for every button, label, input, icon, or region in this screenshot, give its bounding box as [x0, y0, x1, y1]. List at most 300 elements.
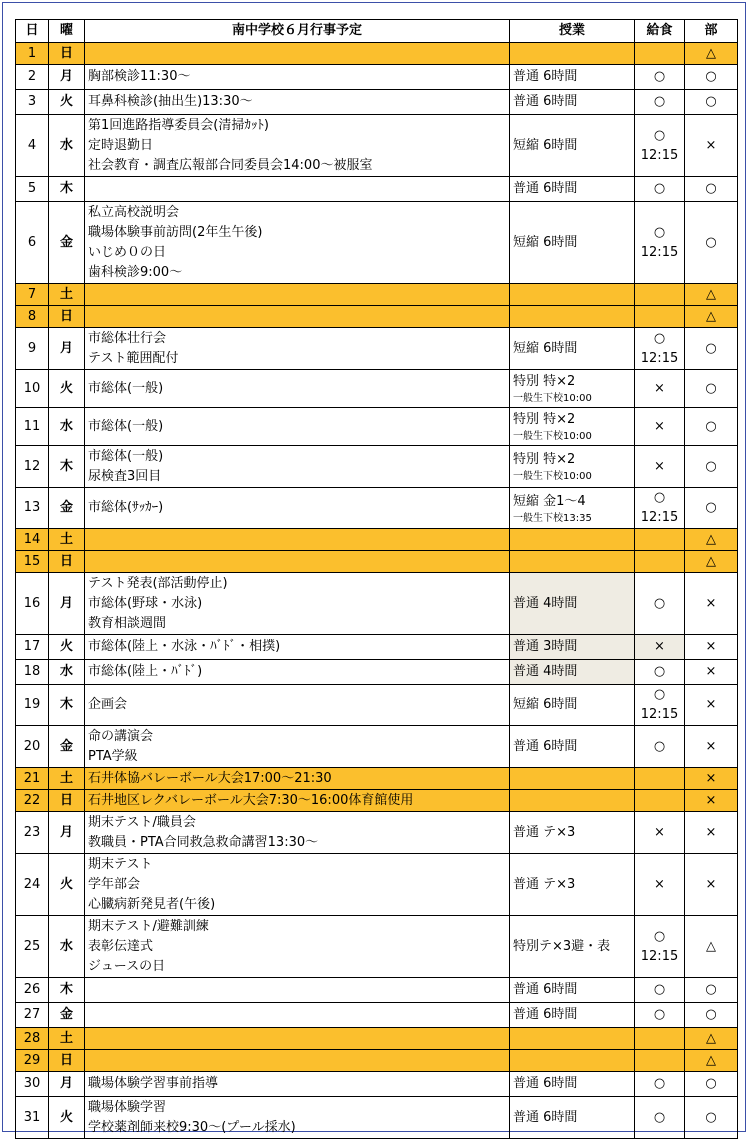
weekday-cell: 土	[49, 1028, 85, 1050]
lesson-cell	[510, 790, 635, 812]
event-line: 教職員・PTA合同救急救命講習13:30～	[88, 834, 319, 850]
lesson-cell	[510, 660, 635, 685]
club-cell: ×	[685, 685, 738, 726]
day-cell: 22	[16, 790, 49, 812]
day-cell: 4	[16, 115, 49, 177]
weekday-cell: 金	[49, 488, 85, 529]
day-cell: 3	[16, 90, 49, 115]
event-line: 定時退勤日	[88, 137, 154, 153]
meal-cell	[635, 1072, 685, 1097]
lesson-cell	[510, 1003, 635, 1028]
meal-mark: ×	[654, 418, 665, 434]
day-cell: 25	[16, 916, 49, 978]
weekday-cell: 月	[49, 812, 85, 854]
weekday-cell: 火	[49, 854, 85, 916]
meal-mark: ○	[653, 1109, 666, 1125]
weekday-cell: 火	[49, 635, 85, 660]
day-cell: 17	[16, 635, 49, 660]
event-cell	[85, 177, 510, 202]
table-row	[16, 177, 738, 202]
lesson-text: 短縮 6時間	[513, 137, 578, 153]
table-row	[16, 1072, 738, 1097]
event-cell	[85, 43, 510, 65]
event-line: 教育相談週間	[88, 615, 167, 631]
weekday-cell: 月	[49, 328, 85, 370]
day-cell: 11	[16, 408, 49, 446]
event-line: テスト発表(部活動停止)	[88, 575, 228, 591]
lesson-cell	[510, 635, 635, 660]
club-cell: ×	[685, 115, 738, 177]
event-line: PTA学級	[88, 748, 138, 764]
day-cell: 1	[16, 43, 49, 65]
weekday-cell: 木	[49, 177, 85, 202]
meal-cell	[635, 1003, 685, 1028]
event-line: 職場体験事前訪問(2年生午後)	[88, 224, 263, 240]
meal-mark: ×	[654, 876, 665, 892]
meal-cell	[635, 1028, 685, 1050]
club-cell: ×	[685, 573, 738, 635]
event-line: 市総体壮行会	[88, 330, 167, 346]
event-cell	[85, 306, 510, 328]
club-cell: ×	[685, 812, 738, 854]
event-line: 市総体(野球・水泳)	[88, 595, 203, 611]
meal-mark: ○	[653, 490, 666, 505]
weekday-cell: 水	[49, 916, 85, 978]
event-line: ジュースの日	[88, 958, 166, 974]
lesson-cell	[510, 408, 635, 446]
table-row	[16, 1050, 738, 1072]
weekday-cell: 火	[49, 1097, 85, 1139]
meal-cell	[635, 1097, 685, 1139]
meal-mark: ○	[653, 664, 666, 679]
event-line: 市総体(ｻｯｶｰ)	[88, 500, 164, 515]
table-row	[16, 488, 738, 529]
lesson-cell	[510, 726, 635, 768]
lesson-cell	[510, 65, 635, 90]
meal-cell	[635, 812, 685, 854]
event-line: 心臓病新発見者(午後)	[88, 896, 216, 912]
meal-cell	[635, 635, 685, 660]
lesson-cell	[510, 306, 635, 328]
club-cell: ○	[685, 408, 738, 446]
event-line: 尿検査3回目	[88, 468, 162, 484]
lesson-cell	[510, 529, 635, 551]
club-cell: △	[685, 1028, 738, 1050]
day-cell: 23	[16, 812, 49, 854]
meal-mark: ○	[653, 738, 666, 754]
meal-time: 12:15	[640, 707, 679, 722]
club-cell: △	[685, 551, 738, 573]
event-cell	[85, 1003, 510, 1028]
weekday-cell: 金	[49, 202, 85, 284]
lesson-text: 普通 6時間	[513, 181, 578, 196]
weekday-cell: 水	[49, 660, 85, 685]
meal-cell	[635, 790, 685, 812]
lesson-text: 普通 6時間	[513, 982, 578, 997]
day-cell: 28	[16, 1028, 49, 1050]
meal-cell	[635, 660, 685, 685]
club-cell: △	[685, 1050, 738, 1072]
event-line: 期末テスト	[88, 856, 153, 872]
schedule-body	[16, 43, 738, 1139]
meal-time: 12:15	[640, 244, 679, 260]
day-cell: 13	[16, 488, 49, 529]
event-cell	[85, 790, 510, 812]
table-row	[16, 408, 738, 446]
meal-mark: ○	[653, 1076, 666, 1091]
event-cell	[85, 854, 510, 916]
lesson-cell	[510, 284, 635, 306]
lesson-text: 特別テ×3避・表	[513, 938, 611, 954]
event-cell	[85, 978, 510, 1003]
table-row	[16, 43, 738, 65]
weekday-cell: 土	[49, 529, 85, 551]
club-cell: ○	[685, 90, 738, 115]
event-cell	[85, 635, 510, 660]
day-cell: 21	[16, 768, 49, 790]
event-cell	[85, 551, 510, 573]
day-cell: 9	[16, 328, 49, 370]
table-row	[16, 1097, 738, 1139]
weekday-cell: 日	[49, 43, 85, 65]
lesson-cell	[510, 177, 635, 202]
meal-cell	[635, 65, 685, 90]
lesson-cell	[510, 812, 635, 854]
day-cell: 27	[16, 1003, 49, 1028]
event-cell	[85, 1072, 510, 1097]
meal-mark: ×	[654, 824, 665, 840]
header-weekday: 曜	[49, 20, 85, 43]
lesson-cell	[510, 551, 635, 573]
schedule-table	[15, 19, 738, 1139]
club-cell: ○	[685, 202, 738, 284]
meal-mark: ×	[654, 639, 665, 654]
event-cell	[85, 529, 510, 551]
meal-cell	[635, 978, 685, 1003]
event-line: 表彰伝達式	[88, 938, 154, 954]
table-row	[16, 370, 738, 408]
table-row	[16, 685, 738, 726]
weekday-cell: 月	[49, 65, 85, 90]
event-line: 胸部検診11:30～	[88, 69, 191, 84]
event-cell	[85, 370, 510, 408]
header-row	[16, 20, 738, 43]
meal-mark: ○	[653, 1007, 666, 1022]
lesson-text: 特別 特×2	[513, 374, 576, 389]
table-row	[16, 284, 738, 306]
club-cell: ○	[685, 488, 738, 529]
club-cell: ○	[685, 370, 738, 408]
meal-mark: ○	[653, 94, 666, 109]
day-cell: 26	[16, 978, 49, 1003]
meal-cell	[635, 177, 685, 202]
table-row	[16, 529, 738, 551]
table-row	[16, 812, 738, 854]
weekday-cell: 日	[49, 1050, 85, 1072]
event-line: 職場体験学習事前指導	[88, 1076, 219, 1091]
club-cell: △	[685, 284, 738, 306]
event-line: 期末テスト/避難訓練	[88, 918, 209, 934]
lesson-text: 特別 特×2	[513, 452, 576, 467]
club-cell: ×	[685, 660, 738, 685]
club-cell: ○	[685, 177, 738, 202]
meal-cell	[635, 573, 685, 635]
day-cell: 31	[16, 1097, 49, 1139]
lesson-cell	[510, 916, 635, 978]
lesson-text: 普通 テ×3	[513, 824, 576, 840]
event-cell	[85, 916, 510, 978]
meal-cell	[635, 328, 685, 370]
event-line: 市総体(一般)	[88, 448, 164, 464]
club-cell: ○	[685, 1072, 738, 1097]
day-cell: 18	[16, 660, 49, 685]
weekday-cell: 日	[49, 551, 85, 573]
meal-cell	[635, 685, 685, 726]
day-cell: 24	[16, 854, 49, 916]
day-cell: 8	[16, 306, 49, 328]
event-cell	[85, 1097, 510, 1139]
lesson-text: 普通 6時間	[513, 738, 578, 754]
lesson-cell	[510, 573, 635, 635]
lesson-text: 普通 4時間	[513, 595, 578, 611]
meal-cell	[635, 202, 685, 284]
event-line: 歯科検診9:00～	[88, 264, 183, 280]
day-cell: 30	[16, 1072, 49, 1097]
weekday-cell: 火	[49, 370, 85, 408]
day-cell: 15	[16, 551, 49, 573]
table-row	[16, 916, 738, 978]
lesson-cell	[510, 446, 635, 488]
lesson-cell	[510, 1028, 635, 1050]
meal-mark: ○	[653, 687, 666, 702]
lesson-cell	[510, 685, 635, 726]
weekday-cell: 木	[49, 685, 85, 726]
lesson-text: 短縮 金1～4	[513, 493, 586, 509]
header-meal: 給食	[635, 20, 685, 43]
event-cell	[85, 408, 510, 446]
event-line: 期末テスト/職員会	[88, 814, 196, 830]
meal-cell	[635, 370, 685, 408]
table-row	[16, 115, 738, 177]
event-cell	[85, 446, 510, 488]
table-row	[16, 790, 738, 812]
lesson-cell	[510, 370, 635, 408]
meal-cell	[635, 551, 685, 573]
club-cell: △	[685, 306, 738, 328]
club-cell: △	[685, 916, 738, 978]
club-cell: △	[685, 43, 738, 65]
event-cell	[85, 573, 510, 635]
club-cell: ○	[685, 1097, 738, 1139]
day-cell: 29	[16, 1050, 49, 1072]
day-cell: 10	[16, 370, 49, 408]
event-line: 社会教育・調査広報部合同委員会14:00～被服室	[88, 157, 373, 173]
meal-cell	[635, 916, 685, 978]
event-line: テスト範囲配付	[88, 350, 179, 366]
meal-mark: ○	[653, 595, 666, 611]
lesson-text: 短縮 6時間	[513, 340, 578, 356]
event-line: 市総体(一般)	[88, 418, 164, 434]
meal-mark: ○	[653, 224, 666, 240]
lesson-cell	[510, 328, 635, 370]
lesson-cell	[510, 115, 635, 177]
meal-cell	[635, 726, 685, 768]
meal-cell	[635, 306, 685, 328]
lesson-cell	[510, 978, 635, 1003]
event-cell	[85, 685, 510, 726]
day-cell: 6	[16, 202, 49, 284]
event-cell	[85, 1050, 510, 1072]
club-cell: ×	[685, 726, 738, 768]
lesson-text: 普通 テ×3	[513, 876, 576, 892]
event-cell	[85, 202, 510, 284]
meal-mark: ○	[653, 181, 666, 196]
lesson-cell	[510, 488, 635, 529]
lesson-cell	[510, 1072, 635, 1097]
table-row	[16, 660, 738, 685]
club-cell: ×	[685, 854, 738, 916]
lesson-text: 普通 6時間	[513, 1109, 578, 1125]
lesson-cell	[510, 768, 635, 790]
lesson-text: 普通 6時間	[513, 1007, 578, 1022]
weekday-cell: 日	[49, 306, 85, 328]
event-line: 石井体協バレーボール大会17:00～21:30	[88, 770, 332, 786]
table-row	[16, 202, 738, 284]
meal-cell	[635, 284, 685, 306]
day-cell: 14	[16, 529, 49, 551]
event-cell	[85, 115, 510, 177]
day-cell: 12	[16, 446, 49, 488]
event-cell	[85, 726, 510, 768]
table-row	[16, 551, 738, 573]
meal-cell	[635, 768, 685, 790]
lesson-cell	[510, 1097, 635, 1139]
event-cell	[85, 90, 510, 115]
day-cell: 20	[16, 726, 49, 768]
event-line: 私立高校説明会	[88, 204, 180, 220]
lesson-subtext: 一般生下校13:35	[513, 512, 592, 524]
table-row	[16, 65, 738, 90]
meal-cell	[635, 408, 685, 446]
event-line: 市総体(陸上・ﾊﾞﾄﾞ)	[88, 664, 203, 679]
weekday-cell: 水	[49, 408, 85, 446]
meal-time: 12:15	[640, 147, 679, 163]
table-row	[16, 328, 738, 370]
header-club: 部	[685, 20, 738, 43]
lesson-subtext: 一般生下校10:00	[513, 471, 592, 482]
club-cell: ○	[685, 65, 738, 90]
event-cell	[85, 328, 510, 370]
club-cell: ○	[685, 1003, 738, 1028]
event-line: 命の講演会	[88, 728, 154, 744]
event-cell	[85, 768, 510, 790]
lesson-cell	[510, 854, 635, 916]
table-row	[16, 90, 738, 115]
meal-cell	[635, 488, 685, 529]
weekday-cell: 日	[49, 790, 85, 812]
club-cell: ○	[685, 446, 738, 488]
weekday-cell: 月	[49, 573, 85, 635]
weekday-cell: 土	[49, 284, 85, 306]
weekday-cell: 火	[49, 90, 85, 115]
meal-cell	[635, 115, 685, 177]
club-cell: △	[685, 529, 738, 551]
meal-mark: ○	[653, 982, 666, 997]
meal-mark: ○	[653, 330, 666, 346]
meal-mark: ○	[653, 127, 666, 143]
lesson-text: 特別 特×2	[513, 412, 576, 427]
table-row	[16, 978, 738, 1003]
day-cell: 2	[16, 65, 49, 90]
weekday-cell: 金	[49, 726, 85, 768]
lesson-text: 普通 6時間	[513, 94, 578, 109]
lesson-cell	[510, 202, 635, 284]
meal-cell	[635, 854, 685, 916]
table-row	[16, 854, 738, 916]
meal-cell	[635, 90, 685, 115]
club-cell: ×	[685, 768, 738, 790]
event-line: 企画会	[88, 697, 128, 712]
meal-mark: ○	[653, 69, 666, 84]
table-row	[16, 306, 738, 328]
event-line: いじめ０の日	[88, 244, 167, 260]
header-title: 南中学校６月行事予定	[85, 20, 510, 43]
meal-mark: ×	[654, 380, 665, 396]
table-row	[16, 635, 738, 660]
table-row	[16, 573, 738, 635]
lesson-text: 普通 6時間	[513, 69, 578, 84]
weekday-cell: 木	[49, 978, 85, 1003]
table-row	[16, 768, 738, 790]
day-cell: 5	[16, 177, 49, 202]
table-row	[16, 446, 738, 488]
event-cell	[85, 812, 510, 854]
club-cell: ○	[685, 978, 738, 1003]
lesson-cell	[510, 1050, 635, 1072]
lesson-text: 普通 4時間	[513, 664, 578, 679]
meal-time: 12:15	[640, 948, 679, 964]
day-cell: 19	[16, 685, 49, 726]
lesson-text: 短縮 6時間	[513, 697, 578, 712]
club-cell: ×	[685, 635, 738, 660]
header-lesson: 授業	[510, 20, 635, 43]
event-line: 市総体(陸上・水泳・ﾊﾞﾄﾞ・相撲)	[88, 639, 281, 654]
event-cell	[85, 488, 510, 529]
event-line: 第1回進路指導委員会(清掃ｶｯﾄ)	[88, 117, 269, 133]
table-row	[16, 1003, 738, 1028]
meal-mark: ○	[653, 928, 666, 944]
event-cell	[85, 660, 510, 685]
meal-mark: ×	[654, 458, 665, 474]
lesson-subtext: 一般生下校10:00	[513, 431, 592, 442]
event-line: 学校薬剤師来校9:30～(プール採水)	[88, 1119, 296, 1135]
weekday-cell: 土	[49, 768, 85, 790]
weekday-cell: 月	[49, 1072, 85, 1097]
weekday-cell: 木	[49, 446, 85, 488]
event-line: 学年部会	[88, 876, 141, 892]
lesson-subtext: 一般生下校10:00	[513, 393, 592, 404]
lesson-text: 短縮 6時間	[513, 234, 578, 250]
club-cell: ×	[685, 790, 738, 812]
lesson-cell	[510, 43, 635, 65]
event-line: 市総体(一般)	[88, 380, 164, 396]
event-line: 職場体験学習	[88, 1099, 167, 1115]
event-cell	[85, 1028, 510, 1050]
lesson-text: 普通 6時間	[513, 1076, 578, 1091]
event-cell	[85, 65, 510, 90]
club-cell: ○	[685, 328, 738, 370]
table-row	[16, 726, 738, 768]
